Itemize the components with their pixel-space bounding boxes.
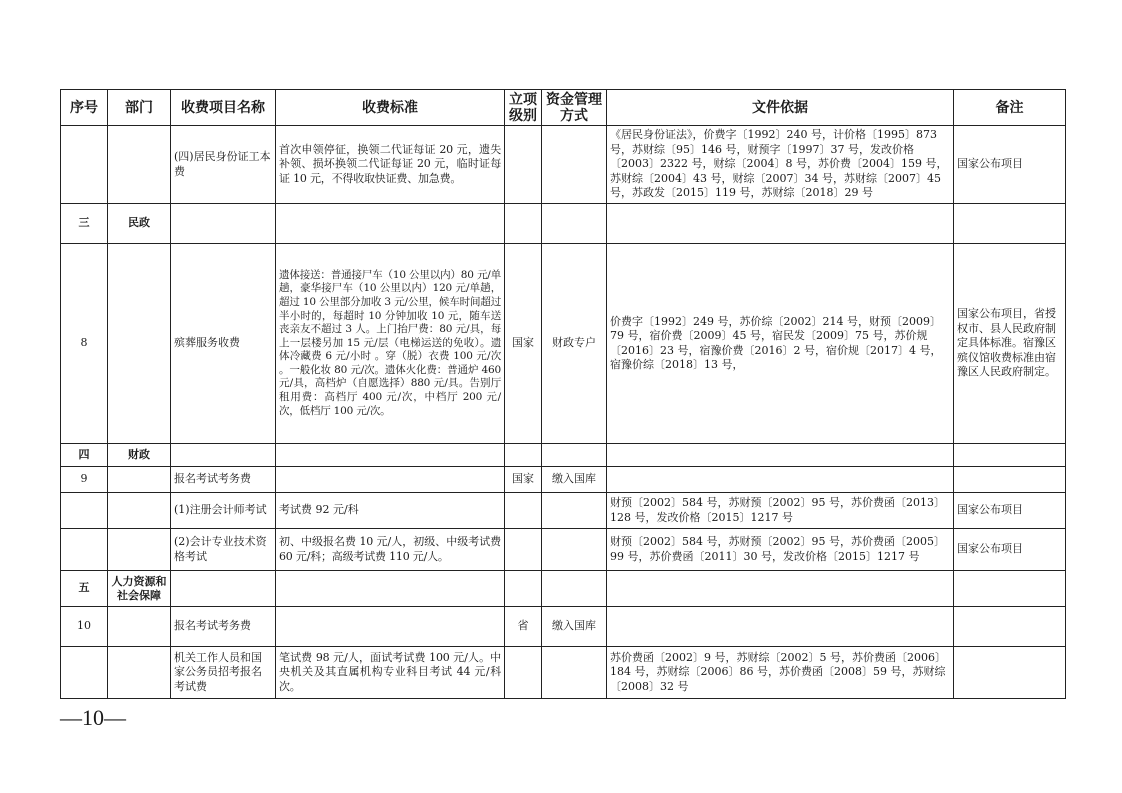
cell-seq: 三 xyxy=(61,204,108,244)
cell-note: 国家公布项目 xyxy=(954,529,1066,571)
cell-dept: 民政 xyxy=(108,204,171,244)
cell-note xyxy=(954,444,1066,467)
cell-fund xyxy=(542,204,607,244)
cell-dept: 人力资源和社会保障 xyxy=(108,571,171,607)
cell-level xyxy=(505,204,542,244)
cell-note xyxy=(954,571,1066,607)
cell-dept xyxy=(108,244,171,444)
section-row xyxy=(61,571,1066,607)
cell-level xyxy=(505,126,542,204)
cell-basis xyxy=(607,607,954,647)
cell-fund: 缴入国库 xyxy=(542,607,607,647)
cell-standard: 初、中级报名费 10 元/人，初级、中级考试费 60 元/科；高级考试费 110 元/人。 xyxy=(276,529,505,571)
cell-note: 国家公布项目 xyxy=(954,126,1066,204)
cell-fund xyxy=(542,529,607,571)
cell-seq xyxy=(61,493,108,529)
cell-note xyxy=(954,204,1066,244)
cell-item: 报名考试考务费 xyxy=(171,467,276,493)
cell-level xyxy=(505,647,542,699)
cell-basis xyxy=(607,204,954,244)
header-item: 收费项目名称 xyxy=(171,90,276,126)
cell-level xyxy=(505,571,542,607)
page-number: —10— xyxy=(60,705,126,730)
table-header-row xyxy=(61,90,1066,126)
header-level: 立项级别 xyxy=(505,90,542,126)
cell-item: (1)注册会计师考试 xyxy=(171,493,276,529)
cell-note: 国家公布项目 xyxy=(954,493,1066,529)
cell-standard xyxy=(276,571,505,607)
cell-standard: 笔试费 98 元/人，面试考试费 100 元/人。中央机关及其直属机构专业科目考试 44 元/科次。 xyxy=(276,647,505,699)
cell-standard xyxy=(276,607,505,647)
cell-seq: 五 xyxy=(61,571,108,607)
header-standard: 收费标准 xyxy=(276,90,505,126)
cell-dept xyxy=(108,529,171,571)
cell-basis xyxy=(607,467,954,493)
cell-dept: 财政 xyxy=(108,444,171,467)
cell-item: (四)居民身份证工本费 xyxy=(171,126,276,204)
cell-fund: 财政专户 xyxy=(542,244,607,444)
cell-basis: 财预〔2002〕584 号，苏财预〔2002〕95 号，苏价费函〔2005〕99 号，苏价费函〔2011〕30 号，发改价格〔2015〕1217 号 xyxy=(607,529,954,571)
cell-standard xyxy=(276,204,505,244)
cell-seq: 10 xyxy=(61,607,108,647)
cell-item: 殡葬服务收费 xyxy=(171,244,276,444)
cell-item xyxy=(171,571,276,607)
table-row xyxy=(61,529,1066,571)
cell-fund xyxy=(542,126,607,204)
header-dept: 部门 xyxy=(108,90,171,126)
cell-item xyxy=(171,204,276,244)
cell-basis: 财预〔2002〕584 号，苏财预〔2002〕95 号，苏价费函〔2013〕128 号，发改价格〔2015〕1217 号 xyxy=(607,493,954,529)
table-row xyxy=(61,493,1066,529)
header-seq: 序号 xyxy=(61,90,108,126)
cell-seq: 8 xyxy=(61,244,108,444)
cell-fund: 缴入国库 xyxy=(542,467,607,493)
cell-note xyxy=(954,647,1066,699)
cell-note xyxy=(954,467,1066,493)
cell-seq: 四 xyxy=(61,444,108,467)
cell-level: 国家 xyxy=(505,244,542,444)
header-note: 备注 xyxy=(954,90,1066,126)
cell-note xyxy=(954,607,1066,647)
table-row xyxy=(61,467,1066,493)
cell-dept xyxy=(108,126,171,204)
cell-level xyxy=(505,444,542,467)
cell-note: 国家公布项目，省授权市、县人民政府制定具体标准。宿豫区殡仪馆收费标准由宿豫区人民政府制定。 xyxy=(954,244,1066,444)
header-basis: 文件依据 xyxy=(607,90,954,126)
section-row xyxy=(61,204,1066,244)
table-row xyxy=(61,607,1066,647)
table-row xyxy=(61,647,1066,699)
cell-fund xyxy=(542,444,607,467)
section-row xyxy=(61,444,1066,467)
cell-dept xyxy=(108,467,171,493)
cell-standard: 首次申领停征，换领二代证每证 20 元，遗失补领、损坏换领二代证每证 20 元，临时证每证 10 元，不得收取快证费、加急费。 xyxy=(276,126,505,204)
cell-dept xyxy=(108,607,171,647)
cell-seq xyxy=(61,126,108,204)
cell-level xyxy=(505,529,542,571)
fee-table xyxy=(60,89,1066,699)
cell-item: (2)会计专业技术资格考试 xyxy=(171,529,276,571)
cell-item: 机关工作人员和国家公务员招考报名考试费 xyxy=(171,647,276,699)
cell-seq: 9 xyxy=(61,467,108,493)
cell-level xyxy=(505,493,542,529)
cell-item xyxy=(171,444,276,467)
cell-level: 国家 xyxy=(505,467,542,493)
cell-fund xyxy=(542,571,607,607)
cell-seq xyxy=(61,529,108,571)
cell-dept xyxy=(108,493,171,529)
cell-item: 报名考试考务费 xyxy=(171,607,276,647)
cell-level: 省 xyxy=(505,607,542,647)
header-fund: 资金管理方式 xyxy=(542,90,607,126)
cell-standard: 遗体接送：普通接尸车（10 公里以内）80 元/单趟，豪华接尸车（10 公里以内）120 元/单趟，超过 10 公里部分加收 3 元/公里，候车时间超过半小时的，每超时 10 分钟加收 10 元，随车送丧亲友不超过 3 人。上门抬尸费：80 元/具，每上一层楼另加 15 元/层（电梯运送的免收）。遗体冷藏费 6 元/小时 。穿（脱）衣费 100 元/次 。一般化妆 80 元/次。遗体火化费：普通炉 460 元/具，高档炉（自愿选择）880 元/具。告别厅租用费：高档厅 400 元/次，中档厅 200 元/次，低档厅 100 元/次。 xyxy=(276,244,505,444)
cell-basis: 苏价费函〔2002〕9 号，苏财综〔2002〕5 号，苏价费函〔2006〕184 号，苏财综〔2006〕86 号，苏价费函〔2008〕59 号，苏财综〔2008〕32 号 xyxy=(607,647,954,699)
table-row xyxy=(61,244,1066,444)
cell-fund xyxy=(542,647,607,699)
cell-basis xyxy=(607,571,954,607)
cell-basis xyxy=(607,444,954,467)
cell-seq xyxy=(61,647,108,699)
cell-standard xyxy=(276,444,505,467)
cell-fund xyxy=(542,493,607,529)
cell-basis: 《居民身份证法》，价费字〔1992〕240 号，计价格〔1995〕873 号，苏财综〔95〕146 号，财预字〔1997〕37 号，发改价格〔2003〕2322 号，财综〔2004〕8 号，苏价费〔2004〕159 号，苏财综〔2004〕43 号，财综〔2007〕34 号，苏财综〔2007〕45 号，苏政发〔2015〕119 号，苏财综〔2018〕29 号 xyxy=(607,126,954,204)
cell-standard: 考试费 92 元/科 xyxy=(276,493,505,529)
table-row xyxy=(61,126,1066,204)
cell-dept xyxy=(108,647,171,699)
cell-basis: 价费字〔1992〕249 号，苏价综〔2002〕214 号，财预〔2009〕79 号，宿价费〔2009〕45 号，宿民发〔2009〕75 号，苏价规〔2016〕23 号，宿豫价费〔2016〕2 号，宿价规〔2017〕4 号，宿豫价综〔2018〕13 号， xyxy=(607,244,954,444)
cell-standard xyxy=(276,467,505,493)
